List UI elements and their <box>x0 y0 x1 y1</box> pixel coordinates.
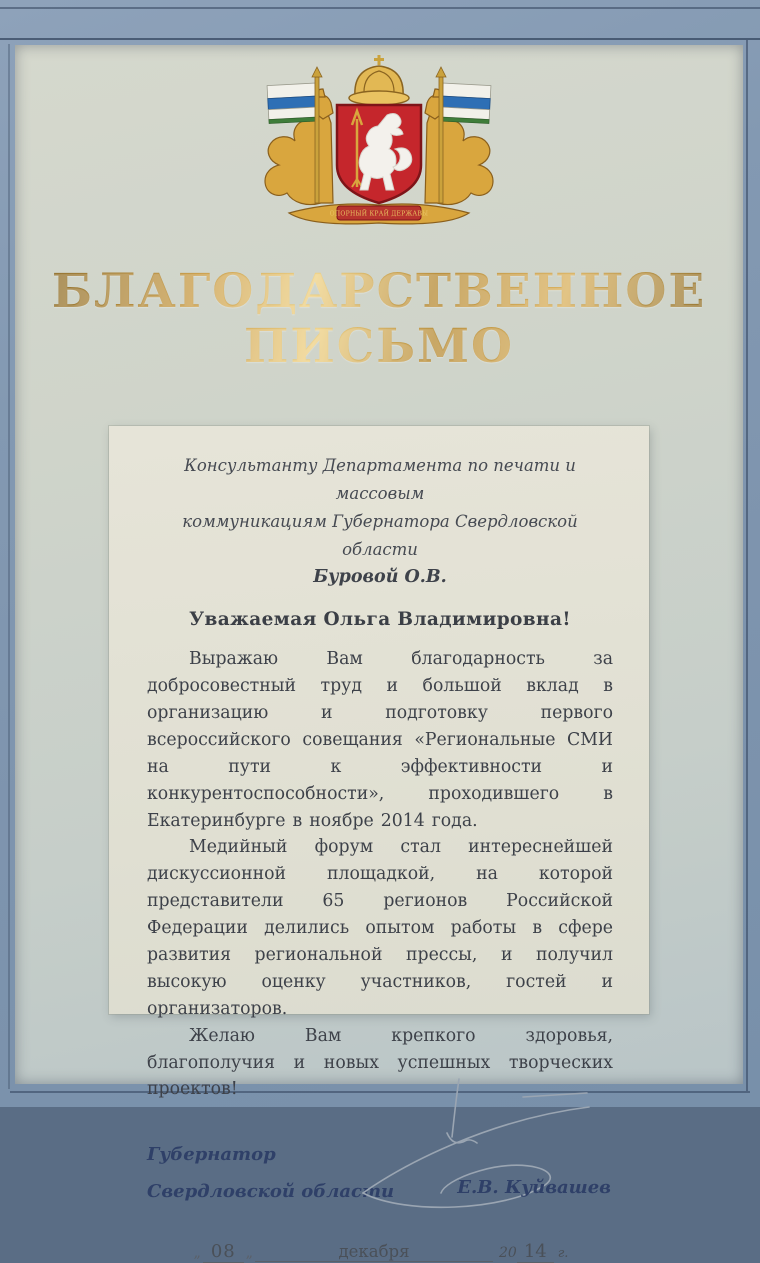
addressee-line-2: коммуникациям Губернатора Свердловской области <box>182 512 578 560</box>
date-day: 08 <box>203 1241 244 1263</box>
letter-sheet <box>109 426 649 1263</box>
title-line-2: ПИСЬМО <box>52 320 706 375</box>
letter-body <box>147 646 613 1103</box>
right-flag <box>441 83 491 123</box>
paragraph-1: Выражаю Вам благодарность за добросовестный труд и большой вклад в организацию и подготовку первого всероссийского совещания «Региональные СМИ на пути к эффективности и конкурентоспособности», проходившего в Екатеринбурге в ноябре 2014 года. <box>147 649 613 831</box>
certificate-title <box>52 265 706 374</box>
frame-edge-line <box>0 7 760 9</box>
date-year-prefix: 20 <box>499 1245 517 1262</box>
date-month: декабря <box>255 1242 493 1262</box>
left-flag <box>267 83 317 123</box>
paragraph-3: Желаю Вам крепкого здоровья, благополучия и новых успешных творческих проектов! <box>147 1025 613 1100</box>
signer-position <box>147 1137 394 1211</box>
certificate-card <box>15 45 743 1263</box>
paragraph-2: Медийный форум стал интереснейшей дискуссионной площадкой, на которой представители 65 регионов Российской Федерации делились опытом работы в сфере развития региональной прессы, и получил высокую оценку участников, гостей и организаторов. <box>147 837 613 1019</box>
addressee-line-1: Консультанту Департамента по печати и массовым <box>184 456 576 504</box>
crown <box>349 55 409 105</box>
frame-edge-line <box>8 44 10 1089</box>
frame-edge-line <box>0 38 760 40</box>
signer-position-line-1: Губернатор <box>147 1144 276 1166</box>
salutation: Уважаемая Ольга Владимировна! <box>189 609 571 631</box>
date-open-quote: „ <box>193 1245 201 1262</box>
title-line-1: БЛАГОДАРСТВЕННОЕ <box>51 264 707 319</box>
signature-block <box>147 1137 613 1229</box>
date-year-mark: г. <box>557 1246 569 1262</box>
signer-position-line-2: Свердловской области <box>147 1181 395 1203</box>
signer-name: Е.В. Куйвашев <box>457 1177 611 1199</box>
date-close-quote: „ <box>245 1245 253 1262</box>
addressee-name: Буровой О.В. <box>313 567 447 588</box>
addressee-block <box>147 452 613 564</box>
frame-edge-line <box>746 40 748 1091</box>
sverdlovsk-coat-of-arms-icon <box>257 53 501 233</box>
arms-motto-text: ОПОРНЫЙ КРАЙ ДЕРЖАВЫ <box>329 210 429 218</box>
date-line <box>147 1241 613 1263</box>
date-year-suffix: 14 <box>517 1241 554 1263</box>
